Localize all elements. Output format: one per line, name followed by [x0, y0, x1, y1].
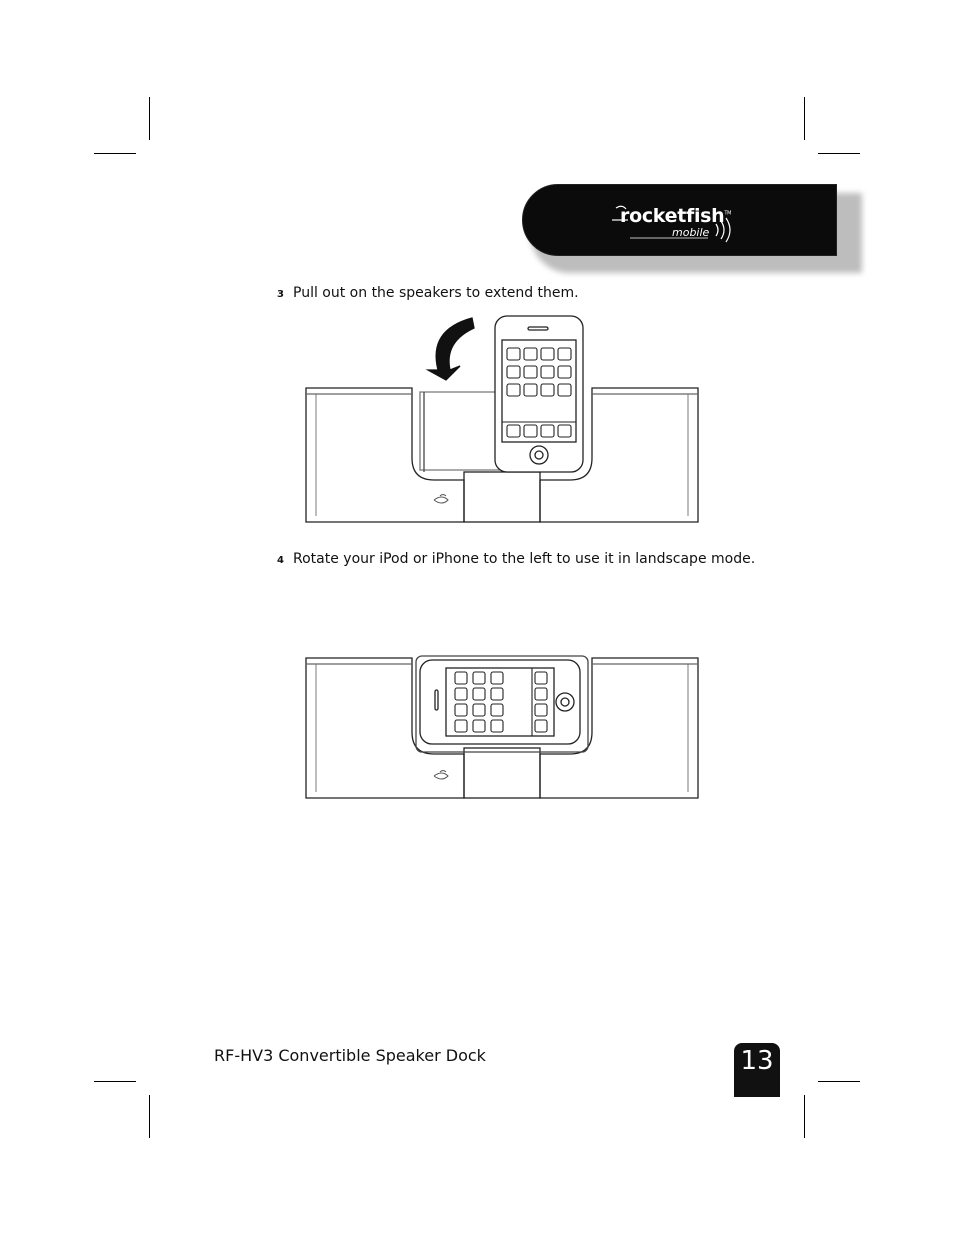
step-number: 4	[277, 555, 284, 566]
step-text: Rotate your iPod or iPhone to the left to use it in landscape mode.	[293, 551, 756, 567]
crop-mark	[149, 97, 150, 140]
crop-mark	[94, 153, 136, 154]
step-4	[277, 550, 755, 570]
page-number: 13	[734, 1043, 780, 1097]
step-number: 3	[277, 289, 284, 300]
logo-subtitle: mobile	[672, 226, 710, 239]
crop-mark	[804, 97, 805, 140]
crop-mark	[94, 1081, 136, 1082]
crop-mark	[818, 153, 860, 154]
footer-title: RF-HV3 Convertible Speaker Dock	[214, 1046, 486, 1065]
step-3	[277, 284, 579, 304]
crop-mark	[818, 1081, 860, 1082]
dock-portrait-illustration	[300, 310, 704, 530]
logo-wordmark: rocketfish™	[620, 205, 732, 227]
crop-mark	[149, 1095, 150, 1138]
crop-mark	[804, 1095, 805, 1138]
step-text: Pull out on the speakers to extend them.	[293, 285, 579, 301]
dock-landscape-illustration	[300, 652, 704, 804]
